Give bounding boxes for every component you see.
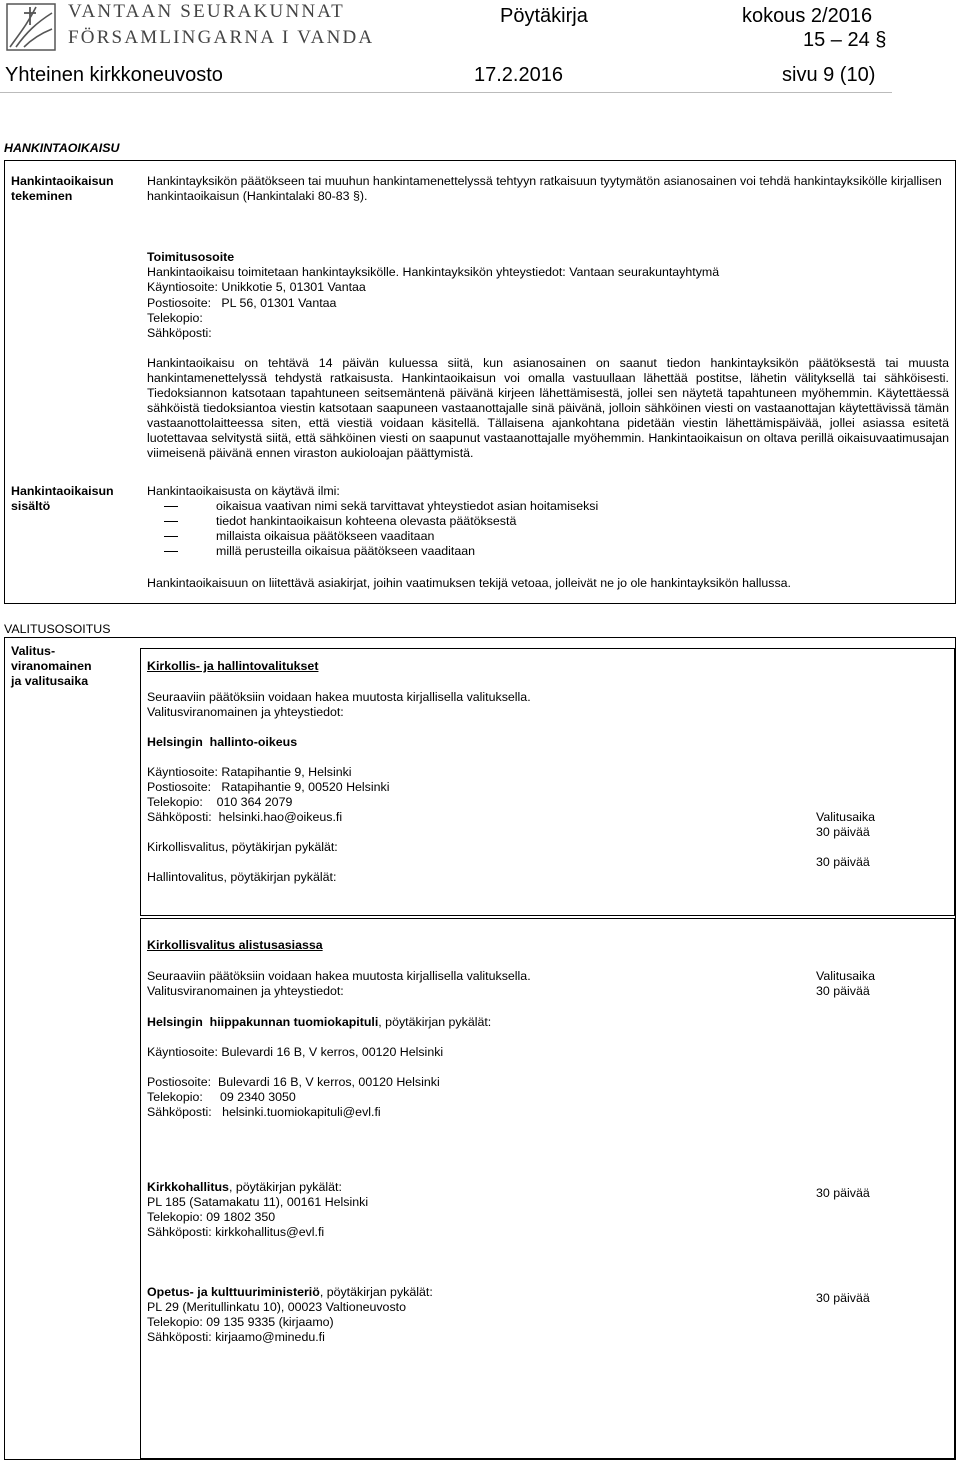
block1-church: Kirkollisvalitus, pöytäkirjan pykälät: (147, 840, 338, 854)
block1-fax: Telekopio: 010 364 2079 (147, 795, 293, 809)
list-item-text: oikaisua vaativan nimi sekä tarvittavat yhteystiedot asian hoitamiseksi (216, 499, 599, 513)
label-line: Valitus- (11, 644, 56, 658)
label-line: ja valitusaika (11, 674, 89, 688)
logo-text-fi: VANTAAN SEURAKUNNAT (68, 1, 345, 22)
dash-icon (164, 536, 178, 537)
parish-emblem-icon (6, 3, 56, 51)
ministry-time: 30 päivää (816, 1291, 870, 1305)
ministry-fax: Telekopio: 09 135 9335 (kirjaamo) (147, 1315, 334, 1329)
board-line (147, 1180, 342, 1195)
block2-line1: Seuraaviin päätöksiin voidaan hakea muutosta kirjallisella valituksella. (147, 969, 531, 983)
label-line: sisältö (11, 499, 51, 513)
valitus-section-title: VALITUSOSOITUS (4, 622, 111, 636)
page-number: sivu 9 (10) (782, 64, 876, 86)
block1-line1: Seuraaviin päätöksiin voidaan hakea muutosta kirjallisella valituksella. (147, 690, 531, 704)
header-divider (0, 92, 892, 93)
block1-court: Helsingin hallinto-oikeus (147, 735, 298, 749)
body-name: Yhteinen kirkkoneuvosto (5, 64, 223, 86)
chapter-name: Helsingin hiippakunnan tuomiokapituli (147, 1015, 379, 1029)
content-intro: Hankintaoikaisusta on käytävä ilmi: (147, 484, 340, 498)
deadline-text: Hankintaoikaisu on tehtävä 14 päivän kuluessa siitä, kun asianosainen on saanut tiedon hankintayksikön päätöksestä tai muusta hankintamenettelyssä tehdystä ratkaisusta. Hankintaoikaisun voi omalla vastuullaan lähettää postitse, lähetin välityksellä tai sähköisesti. Tiedoksiannon katsotaan tapahtuneen seitsemäntenä päivänä kirjeen lähettämisestä, jollei sen näytetä tapahtuneen myöhemmin. Käytettäessä sähköistä tiedoksiantoa viestin katsotaan saapuneen vastaanottajalle sinä päivänä, jolloin sähköinen viesti on vastaanottajan käytettävissä tämän vastaanottolaitteessa siten, että viestiä voidaan käsitellä. Tällaisena ajankohtana pidetään viestin lähettämispäivää, jollei asiassa esitetä luotettavaa selvitystä siitä, että sähköinen viesti on saapunut vastaanottajalle myöhemmin. Hankintaoikaisun on oltava perillä oikaisuvaatimusajan viimeisenä päivänä ennen viraston aukioloajan päättymistä. (147, 356, 949, 460)
block2-time-label: Valitusaika (816, 969, 876, 983)
board-name: Kirkkohallitus (147, 1180, 229, 1194)
ministry-line (147, 1285, 433, 1300)
board-fax: Telekopio: 09 1802 350 (147, 1210, 276, 1224)
list-item-text: millä perusteilla oikaisua päätökseen vaaditaan (216, 544, 475, 558)
content-list (164, 499, 598, 559)
section-range: 15 – 24 § (803, 29, 887, 51)
label-line: Hankintaoikaisun (11, 484, 114, 498)
ministry-address: PL 29 (Meritullinkatu 10), 00023 Valtioneuvosto (147, 1300, 406, 1314)
chapter-email: Sähköposti: helsinki.tuomiokapituli@evl.fi (147, 1105, 381, 1119)
hankinta-section-title: HANKINTAOIKAISU (4, 141, 120, 155)
hankinta-left-label-2 (11, 484, 114, 514)
meeting-number: kokous 2/2016 (742, 5, 873, 27)
board-email: Sähköposti: kirkkohallitus@evl.fi (147, 1225, 325, 1239)
board-address: PL 185 (Satamakatu 11), 00161 Helsinki (147, 1195, 369, 1209)
hankinta-intro: Hankintayksikön päätökseen tai muuhun hankintamenettelyssä tehtyyn ratkaisuun tyytymätön asianosainen voi tehdä hankintayksikölle kirjallisen hankintaoikaisun (Hankintalaki 80-83 §). (147, 174, 942, 203)
logo-text-sv: FÖRSAMLINGARNA I VANDA (68, 27, 375, 48)
list-item (164, 544, 598, 559)
block1-email: Sähköposti: helsinki.hao@oikeus.fi (147, 810, 343, 824)
ministry-rest: , pöytäkirjan pykälät: (319, 1285, 433, 1299)
chapter-visit: Käyntiosoite: Bulevardi 16 B, V kerros, 00120 Helsinki (147, 1045, 444, 1059)
chapter-fax: Telekopio: 09 2340 3050 (147, 1090, 296, 1104)
block1-post: Postiosoite: Ratapihantie 9, 00520 Helsinki (147, 780, 390, 794)
delivery-title: Toimitusosoite (147, 250, 235, 264)
attachments-note: Hankintaoikaisuun on liitettävä asiakirjat, joihin vaatimuksen tekijä vetoaa, jolleivät ne jo ole hankintayksikön hallussa. (147, 576, 791, 590)
valitus-left-label (11, 644, 92, 689)
block1-admin: Hallintovalitus, pöytäkirjan pykälät: (147, 870, 337, 884)
list-item (164, 514, 598, 529)
delivery-line: Hankintaoikaisu toimitetaan hankintayksikölle. Hankintayksikön yhteystiedot: Vantaan seurakuntayhtymä (147, 265, 720, 279)
visit-address: Käyntiosoite: Unikkotie 5, 01301 Vantaa (147, 280, 366, 294)
label-line: Hankintaoikaisun (11, 174, 114, 188)
list-item (164, 529, 598, 544)
block1-time-church: 30 päivää (816, 825, 870, 839)
list-item-text: tiedot hankintaoikaisun kohteena olevasta päätöksestä (216, 514, 517, 528)
chapter-rest: , pöytäkirjan pykälät: (378, 1015, 492, 1029)
meeting-date: 17.2.2016 (474, 64, 563, 86)
block2-time: 30 päivää (816, 984, 870, 998)
doc-type: Pöytäkirja (500, 5, 588, 27)
ministry-email: Sähköposti: kirjaamo@minedu.fi (147, 1330, 325, 1344)
email-label: Sähköposti: (147, 326, 212, 340)
block1-visit: Käyntiosoite: Ratapihantie 9, Helsinki (147, 765, 352, 779)
label-line: viranomainen (11, 659, 92, 673)
ministry-name: Opetus- ja kulttuuriministeriö (147, 1285, 320, 1299)
label-line: tekeminen (11, 189, 73, 203)
block1-line2: Valitusviranomainen ja yhteystiedot: (147, 705, 344, 719)
fax-label: Telekopio: (147, 311, 203, 325)
block1-time-admin: 30 päivää (816, 855, 870, 869)
post-address: Postiosoite: PL 56, 01301 Vantaa (147, 296, 337, 310)
hankinta-left-label-1 (11, 174, 114, 204)
chapter-post: Postiosoite: Bulevardi 16 B, V kerros, 00120 Helsinki (147, 1075, 440, 1089)
dash-icon (164, 506, 178, 507)
board-rest: , pöytäkirjan pykälät: (228, 1180, 342, 1194)
dash-icon (164, 521, 178, 522)
list-item-text: millaista oikaisua päätökseen vaaditaan (216, 529, 435, 543)
block1-title: Kirkollis- ja hallintovalitukset (147, 659, 319, 673)
block2-title: Kirkollisvalitus alistusasiassa (147, 938, 323, 952)
dash-icon (164, 551, 178, 552)
block2-line2: Valitusviranomainen ja yhteystiedot: (147, 984, 344, 998)
board-time: 30 päivää (816, 1186, 870, 1200)
chapter-line (147, 1015, 491, 1030)
block1-time-label: Valitusaika (816, 810, 876, 824)
list-item (164, 499, 598, 514)
